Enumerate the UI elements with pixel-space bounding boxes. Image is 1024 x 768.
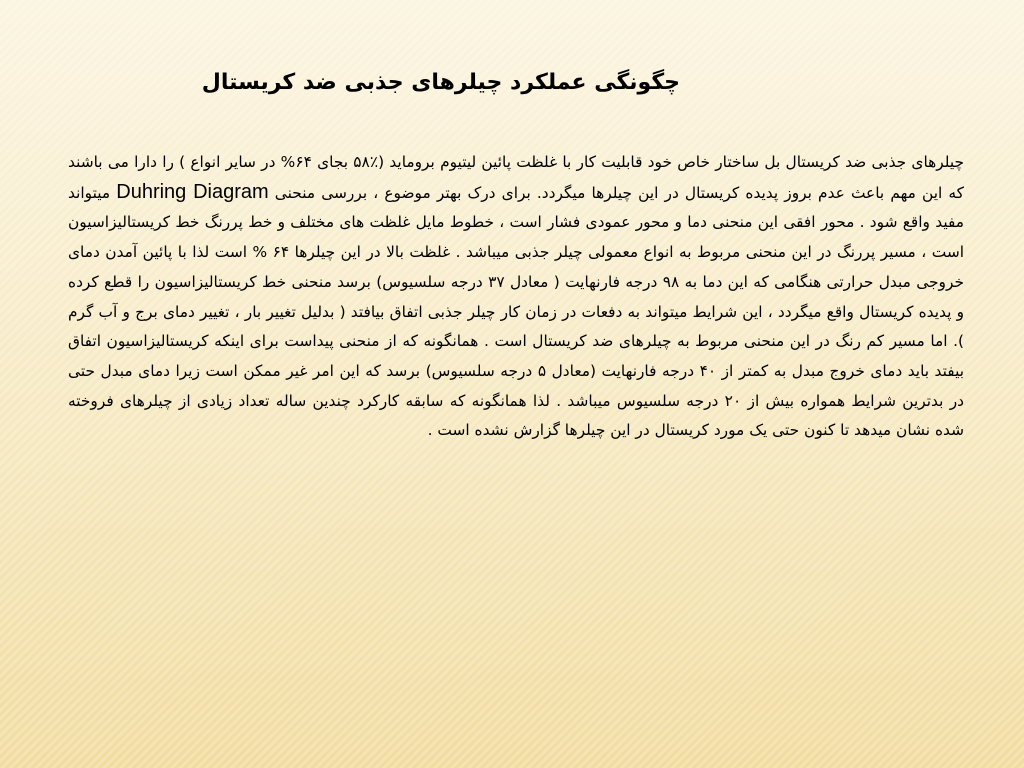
body-text-part-2: میتواند مفید واقع شود . محور افقی این منحنی دما و محور عمودی فشار است ، خطوط مایل غلظت های مختلف و خط پررنگ خط کریستالیزاسیون است ، مسیر پررنگ در این منحنی مربوط به انواع معمولی چیلر جذبی میباشد . غلظت بالا در این چیلرها ۶۴ % است لذا با پائین آمدن دمای خروجی مبدل حرارتی هنگامی که این دما به ۹۸ درجه فارنهایت ( معادل ۳۷ درجه سلسیوس) برسد منحنی خط کریستالیزاسیون را قطع کرده و پدیده کریستال واقع میگردد ، این شرایط میتواند به دفعات در زمان کار چیلر جذبی اتفاق بیافتد ( بدلیل تغییر بار ، تغییر دمای برج و آب گرم ). اما مسیر کم رنگ در این منحنی مربوط به چیلرهای ضد کریستال است . همانگونه که از منحنی پیداست برای اینکه کریستالیزاسیون اتفاق بیفتد باید دمای خروج مبدل به کمتر از ۴۰ درجه فارنهایت (معادل ۵ درجه سلسیوس) برسد که این امر غیر ممکن است زیرا دمای مبدل حتی در بدترین شرایط همواره بیش از ۲۰ درجه سلسیوس میباشد . لذا همانگونه که سابقه کارکرد چندین ساله تعداد زیادی از چیلرهای فروخته شده نشان میدهد تا کنون حتی یک مورد کریستال در این چیلرها گزارش نشده است . bbox=[68, 183, 964, 440]
slide-body bbox=[68, 148, 964, 446]
body-latin-term: Duhring Diagram bbox=[116, 180, 269, 203]
slide-title: چگونگی عملکرد چیلرهای جذبی ضد کریستال bbox=[201, 70, 680, 95]
body-text-part-1: چیلرهای جذبی ضد کریستال بل ساختار خاص خود قابلیت کار با غلظت پائین لیتیوم بروماید (٪۵۸ بجای ۶۴% در سایر انواع ) را دارا می باشند که این مهم باعث عدم بروز پدیده کریستال در این چیلرها میگردد. برای درک بهتر موضوع ، بررسی منحنی bbox=[68, 153, 964, 202]
